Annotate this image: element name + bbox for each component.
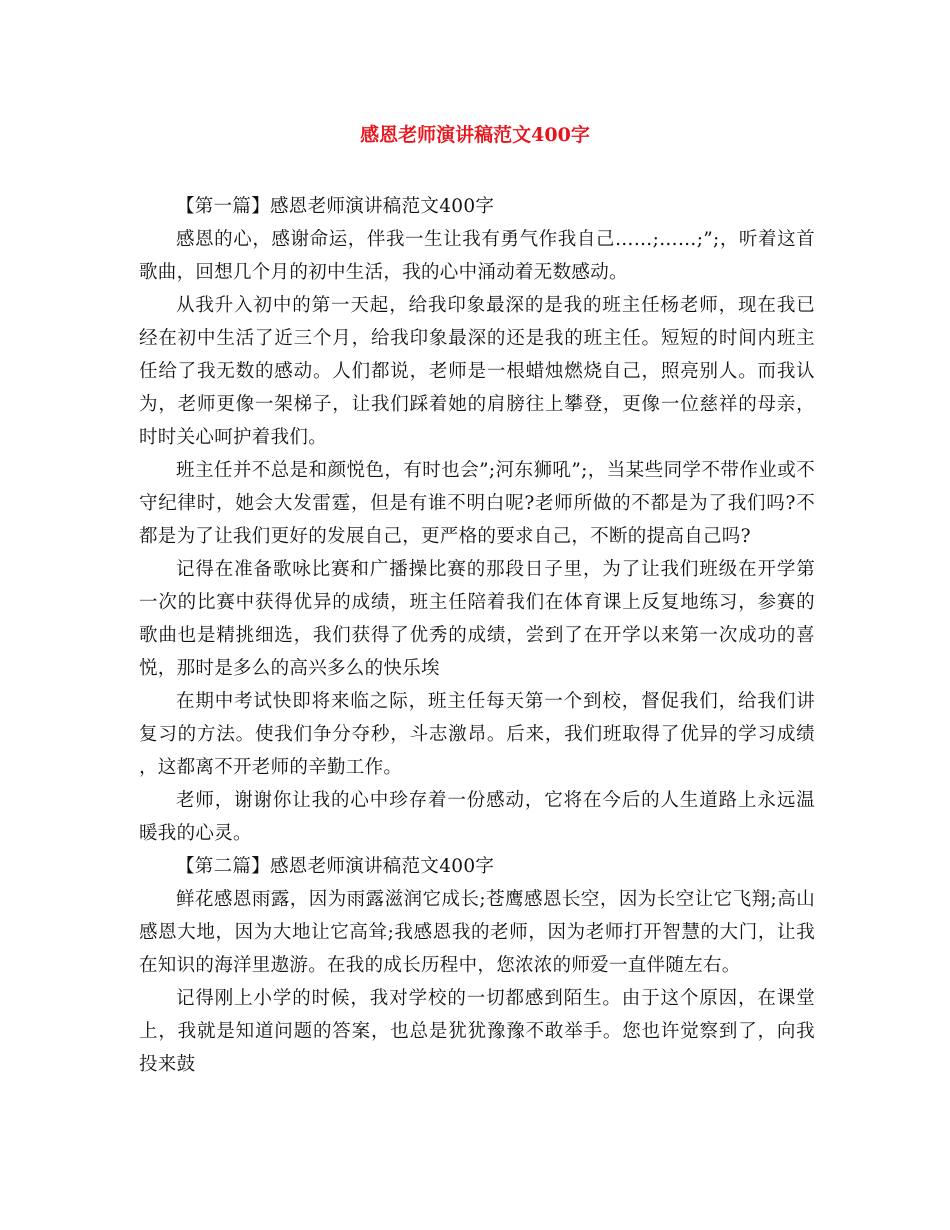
- paragraph: 班主任并不总是和颜悦色，有时也会”;河东狮吼”;，当某些同学不带作业或不守纪律时，她会大发雷霆，但是有谁不明白呢?老师所做的不都是为了我们吗?不都是为了让我们更好的发展自己，更严格的要求自己，不断的提高自己吗?: [139, 460, 815, 547]
- paragraph: 老师，谢谢你让我的心中珍存着一份感动，它将在今后的人生道路上永远温暖我的心灵。: [139, 790, 815, 844]
- paragraph: 记得在准备歌咏比赛和广播操比赛的那段日子里，为了让我们班级在开学第一次的比赛中获得优异的成绩，班主任陪着我们在体育课上反复地练习，参赛的歌曲也是精挑细选，我们获得了优秀的成绩，尝到了在开学以来第一次成功的喜悦，那时是多么的高兴多么的快乐埃: [139, 559, 815, 679]
- paragraph: 从我升入初中的第一天起，给我印象最深的是我的班主任杨老师，现在我已经在初中生活了近三个月，给我印象最深的还是我的班主任。短短的时间内班主任给了我无数的感动。人们都说，老师是一根蜡烛燃烧自己，照亮别人。而我认为，老师更像一架梯子，让我们踩着她的肩膀往上攀登，更像一位慈祥的母亲，时时关心呵护着我们。: [139, 295, 815, 448]
- document-title: 感恩老师演讲稿范文400字: [360, 124, 590, 146]
- section-heading: 【第二篇】感恩老师演讲稿范文400字: [176, 856, 495, 877]
- section-heading: 【第一篇】感恩老师演讲稿范文400字: [176, 196, 495, 217]
- paragraph: 感恩的心，感谢命运，伴我一生让我有勇气作我自己……;……;”;，听着这首歌曲，回想几个月的初中生活，我的心中涌动着无数感动。: [139, 229, 815, 283]
- paragraph: 在期中考试快即将来临之际，班主任每天第一个到校，督促我们，给我们讲复习的方法。使我们争分夺秒，斗志激昂。后来，我们班取得了优异的学习成绩，这都离不开老师的辛勤工作。: [139, 691, 815, 778]
- paragraph: 记得刚上小学的时候，我对学校的一切都感到陌生。由于这个原因，在课堂上，我就是知道问题的答案，也总是犹犹豫豫不敢举手。您也许觉察到了，向我投来鼓: [139, 988, 815, 1075]
- paragraph: 鲜花感恩雨露，因为雨露滋润它成长;苍鹰感恩长空，因为长空让它飞翔;高山感恩大地，因为大地让它高耸;我感恩我的老师，因为老师打开智慧的大门，让我在知识的海洋里遨游。在我的成长历程中，您浓浓的师爱一直伴随左右。: [139, 889, 815, 976]
- document-body: [139, 190, 815, 1081]
